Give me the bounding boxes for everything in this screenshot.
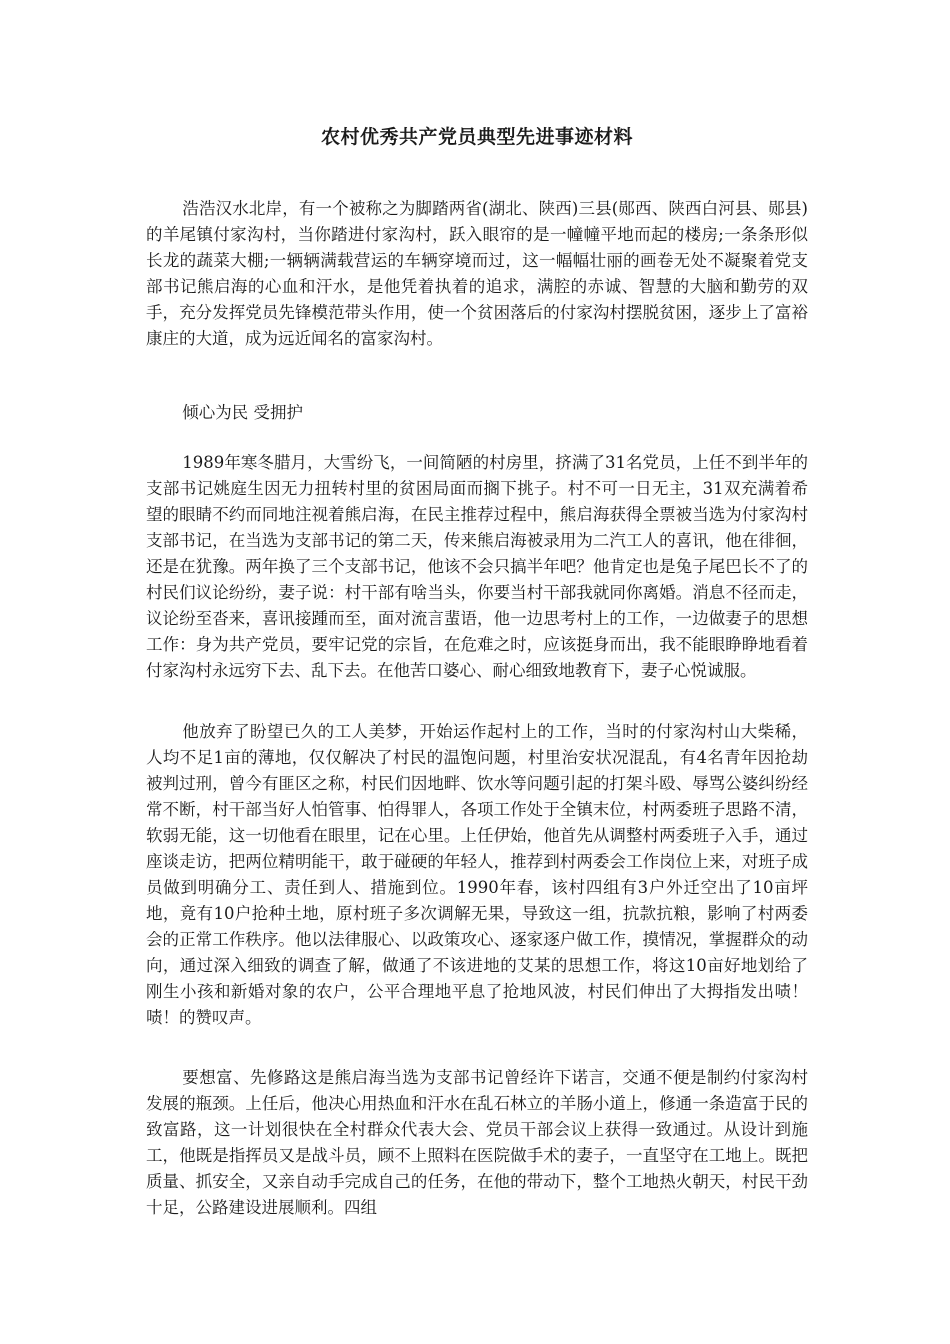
paragraph-road-building: 要想富、先修路这是熊启海当选为支部书记曾经许下诺言，交通不便是制约付家沟村发展的瓶颈。上任后，他决心用热血和汗水在乱石林立的羊肠小道上，修通一条造富于民的致富路，这一计划很快在全村群众代表大会、党员干部会议上获得一致通过。从设计到施工，他既是指挥员又是战斗员，顾不上照料在医院做手术的妻子，一直坚守在工地上。既把质量、抓安全，又亲自动手完成自己的任务，在他的带动下，整个工地热火朝天，村民干劲十足，公路建设进展顺利。四组 bbox=[146, 1068, 808, 1217]
paragraph-1989: 1989年寒冬腊月，大雪纷飞，一间简陋的村房里，挤满了31名党员，上任不到半年的支部书记姚庭生因无力扭转村里的贫困局面而搁下挑子。村不可一日无主，31双充满着希望的眼睛不约而同地注视着熊启海，在民主推荐过程中，熊启海获得全票被当选为付家沟村支部书记，在当选为支部书记的第二天，传来熊启海被录用为二汽工人的喜讯，他在徘徊，还是在犹豫。两年换了三个支部书记，他该不会只搞半年吧？他肯定也是兔子尾巴长不了的村民们议论纷纷，妻子说：村干部有啥当头，你要当村干部我就同你离婚。消息不径而走，议论纷至沓来，喜讯接踵而至，面对流言蜚语，他一边思考村上的工作，一边做妻子的思想工作：身为共产党员，要牢记党的宗旨，在危难之时，应该挺身而出，我不能眼睁睁地看着付家沟村永远穷下去、乱下去。在他苦口婆心、耐心细致地教育下，妻子心悦诚服。 bbox=[146, 453, 808, 680]
paragraph-work-start: 他放弃了盼望已久的工人美梦，开始运作起村上的工作，当时的付家沟村山大柴稀，人均不足1亩的薄地，仅仅解决了村民的温饱问题，村里治安状况混乱，有4名青年因抢劫被判过刑，曾今有匪区之称，村民们因地畔、饮水等问题引起的打架斗殴、辱骂公婆纠纷经常不断，村干部当好人怕管事、怕得罪人，各项工作处于全镇末位，村两委班子思路不清，软弱无能，这一切他看在眼里，记在心里。上任伊始，他首先从调整村两委班子入手，通过座谈走访，把两位精明能干，敢于碰硬的年轻人，推荐到村两委会工作岗位上来，对班子成员做到明确分工、责任到人、措施到位。1990年春，该村四组有3户外迁空出了10亩坪地，竟有10户抢种土地，原村班子多次调解无果，导致这一组，抗款抗粮，影响了村两委会的正常工作秩序。他以法律服心、以政策攻心、逐家逐户做工作，摸情况，掌握群众的动向，通过深入细致的调查了解，做通了不该进地的艾某的思想工作，将这10亩好地划给了刚生小孩和新婚对象的农户，公平合理地平息了抢地风波，村民们伸出了大拇指发出啧！啧！的赞叹声。 bbox=[146, 722, 808, 1027]
section-heading: 倾心为民 受拥护 bbox=[182, 403, 304, 422]
document-title: 农村优秀共产党员典型先进事迹材料 bbox=[320, 126, 633, 148]
paragraph-intro: 浩浩汉水北岸，有一个被称之为脚踏两省(湖北、陕西)三县(郧西、陕西白河县、郧县)的羊尾镇付家沟村，当你踏进付家沟村，跃入眼帘的是一幢幢平地而起的楼房;一条条形似长龙的蔬菜大棚;一辆辆满载营运的车辆穿境而过，这一幅幅壮丽的画卷无处不凝聚着党支部书记熊启海的心血和汗水，是他凭着执着的追求，满腔的赤诚、智慧的大脑和勤劳的双手，充分发挥党员先锋模范带头作用，使一个贫困落后的付家沟村摆脱贫困，逐步上了富裕康庄的大道，成为远近闻名的富家沟村。 bbox=[146, 199, 808, 348]
